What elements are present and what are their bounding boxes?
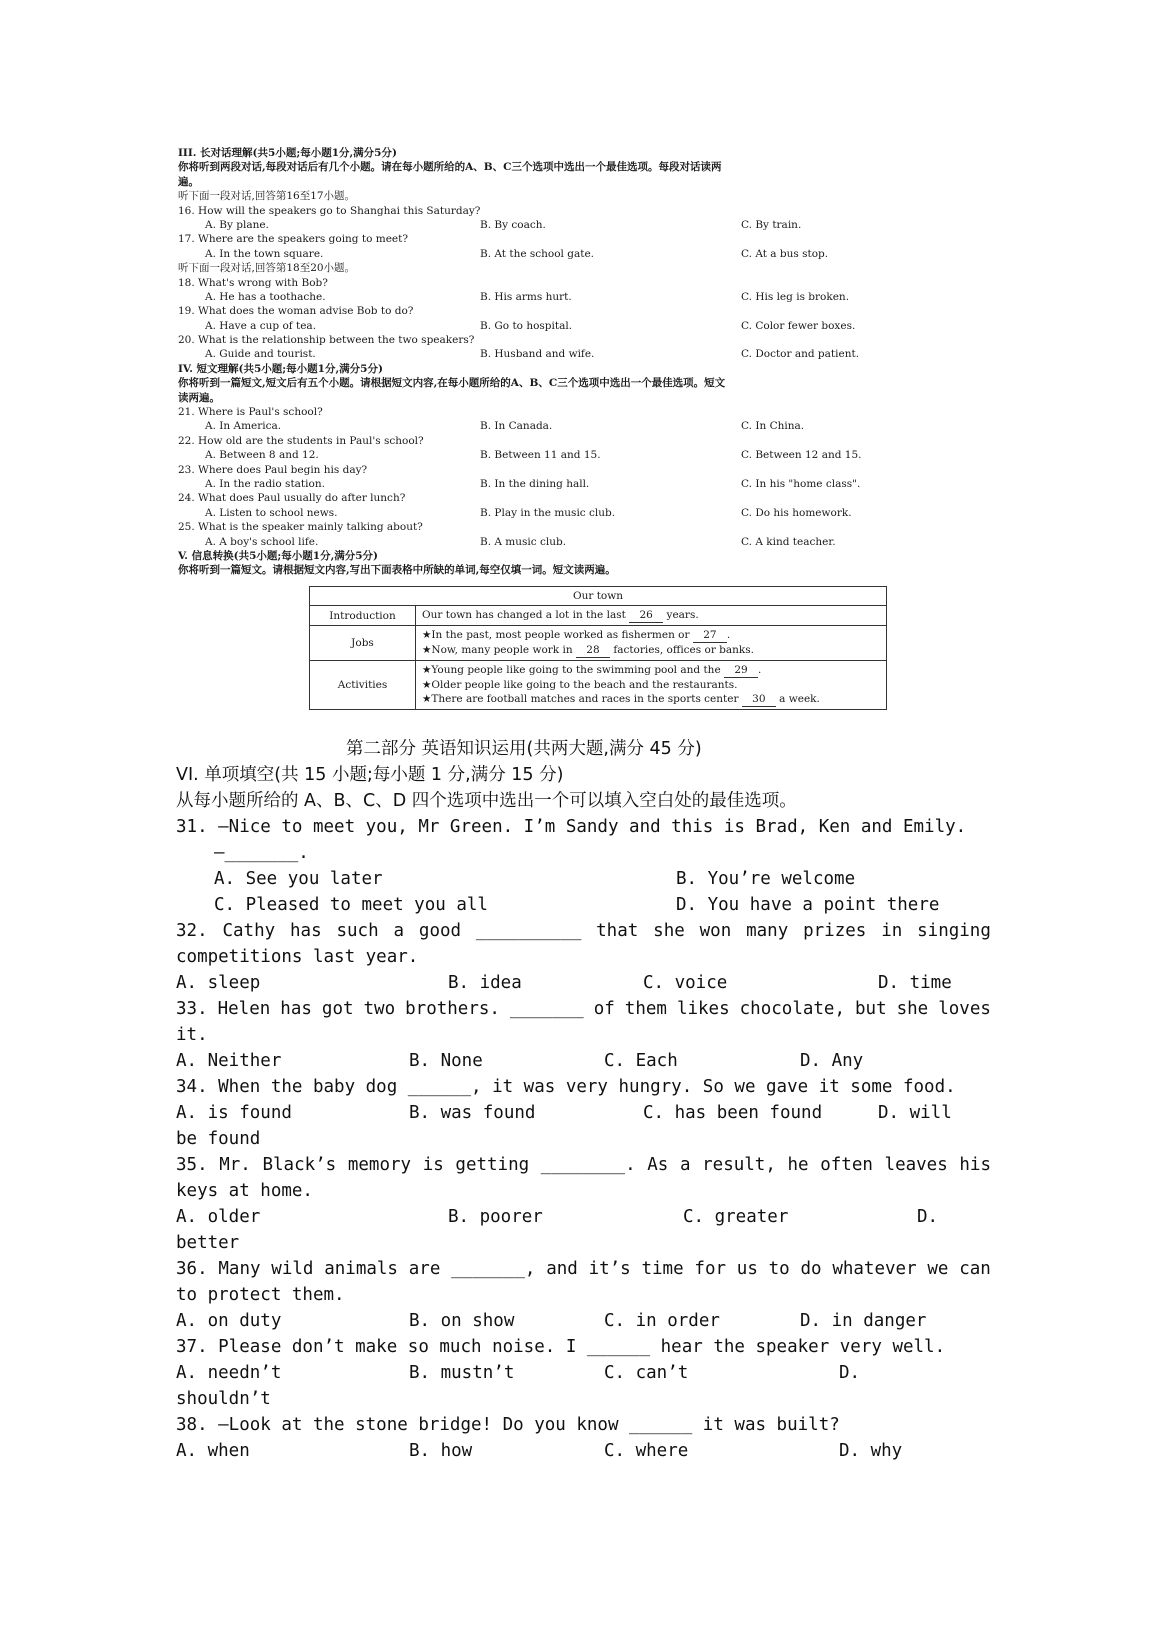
option-a: A. needn’t: [176, 1363, 282, 1383]
option-a: A. By plane.: [205, 218, 269, 231]
section-5-title: V. 信息转换(共5小题;每小题1分,满分5分): [178, 549, 379, 562]
option-d: D. will: [878, 1103, 952, 1123]
table-row-introduction: [310, 606, 887, 626]
options-18: [178, 290, 998, 304]
word: Helen: [217, 999, 271, 1019]
listening-section: [178, 146, 998, 578]
option-a: A. In the radio station.: [205, 477, 325, 490]
word: chocolate,: [739, 999, 845, 1019]
option-b: B. A music club.: [480, 535, 567, 548]
word: his: [959, 1155, 991, 1175]
option-c: C. Color fewer boxes.: [741, 319, 856, 332]
conversation-1-note: 听下面一段对话,回答第16至17小题。: [178, 190, 356, 203]
option-b: B. idea: [448, 973, 522, 993]
word: getting: [455, 1155, 530, 1175]
word: of: [593, 999, 615, 1019]
word: it’s: [588, 1259, 631, 1279]
option-a: A. when: [176, 1441, 250, 1461]
word: for: [694, 1259, 727, 1279]
question-18: 18. What's wrong with Bob?: [178, 276, 328, 289]
option-c: C. Between 12 and 15.: [741, 449, 862, 462]
options-24: [178, 506, 998, 520]
options-19: [178, 319, 998, 333]
conversation-2-note: 听下面一段对话,回答第18至20小题。: [178, 262, 356, 275]
word: we: [927, 1259, 949, 1279]
option-d: D. You have a point there: [676, 895, 940, 915]
option-d: D. time: [878, 973, 952, 993]
word: leaves: [884, 1155, 948, 1175]
word: memory: [347, 1155, 412, 1175]
word: 33.: [176, 999, 208, 1019]
option-a: A. A boy's school life.: [205, 535, 319, 548]
cell-text: factories, offices or banks.: [613, 644, 755, 656]
blank: ________.: [540, 1155, 636, 1175]
option-c: C. in order: [604, 1311, 720, 1331]
word: such: [336, 921, 379, 941]
word: wild: [271, 1259, 314, 1279]
question-36-cont: to protect them.: [176, 1285, 345, 1305]
option-b: B. was found: [409, 1103, 536, 1123]
option-d: D. why: [839, 1441, 903, 1461]
options-22: [178, 448, 998, 462]
question-36: [176, 1256, 991, 1282]
section-3-instruction-cont: 遍。: [178, 175, 199, 188]
section-3-title: III. 长对话理解(共5小题;每小题1分,满分5分): [178, 147, 397, 159]
option-b: B. Husband and wife.: [480, 348, 595, 361]
option-d-cont: shouldn’t: [176, 1389, 271, 1409]
option-c: C. By train.: [741, 218, 802, 231]
question-22: 22. How old are the students in Paul's school?: [178, 434, 424, 447]
table-title-text: Our town: [572, 590, 624, 602]
cell-text: .: [726, 629, 731, 641]
question-21: 21. Where is Paul's school?: [178, 406, 323, 419]
option-a: A. In the town square.: [205, 247, 324, 260]
blank-29: 29: [724, 663, 758, 678]
options-25: [178, 535, 998, 549]
option-b: B. Go to hospital.: [480, 319, 573, 332]
question-31-reply: —_______.: [214, 843, 309, 863]
option-d-cont: better: [176, 1233, 240, 1253]
options-16: [178, 218, 998, 232]
option-b: B. on show: [409, 1311, 515, 1331]
question-35-cont: keys at home.: [176, 1181, 313, 1201]
cell-text: ★There are football matches and races in the sports center: [422, 693, 739, 705]
word: a: [393, 921, 405, 941]
option-d-cont: be found: [176, 1129, 261, 1149]
word: got: [321, 999, 354, 1019]
option-b: B. In the dining hall.: [480, 477, 590, 490]
question-33: [176, 996, 991, 1022]
row-label: Introduction: [310, 606, 416, 626]
cell-text: years.: [666, 609, 699, 621]
cell-text: ★In the past, most people worked as fishermen or: [422, 629, 690, 641]
word: animals: [324, 1259, 398, 1279]
word: Black’s: [262, 1155, 337, 1175]
options-17: [178, 247, 998, 261]
blank: _______: [509, 999, 584, 1019]
word: has: [290, 921, 322, 941]
section-4-instruction-cont: 读两遍。: [178, 391, 220, 404]
option-a: A. He has a toothache.: [205, 290, 326, 303]
table-row-activities: [310, 661, 887, 710]
option-a: A. on duty: [176, 1311, 282, 1331]
question-35: [176, 1152, 991, 1178]
option-c: C. Pleased to meet you all: [214, 895, 488, 915]
option-a: A. Listen to school news.: [205, 506, 338, 519]
question-33-cont: it.: [176, 1025, 208, 1045]
word: time: [641, 1259, 684, 1279]
row-label: Activities: [310, 661, 416, 710]
option-a: A. In America.: [205, 420, 282, 433]
row-content: [416, 606, 887, 626]
option-d: D. in danger: [800, 1311, 927, 1331]
word: us: [736, 1259, 758, 1279]
row-content: [416, 661, 887, 710]
word: to: [768, 1259, 790, 1279]
question-34: 34. When the baby dog ______, it was very hungry. So we gave it some food.: [176, 1077, 956, 1097]
option-b: B. poorer: [448, 1207, 543, 1227]
question-23: 23. Where does Paul begin his day?: [178, 463, 368, 476]
option-a: A. Between 8 and 12.: [205, 449, 319, 462]
word: a: [679, 1155, 691, 1175]
cell-text: a week.: [779, 693, 820, 705]
word: is: [422, 1155, 444, 1175]
word: singing: [917, 921, 991, 941]
table-title: [310, 587, 887, 606]
option-b: B. Play in the music club.: [480, 506, 616, 519]
cell-text: .: [758, 664, 762, 676]
option-c: C. His leg is broken.: [741, 290, 850, 303]
word: likes: [676, 999, 730, 1019]
question-37: 37. Please don’t make so much noise. I ______ hear the speaker very well.: [176, 1337, 946, 1357]
option-b: B. You’re welcome: [676, 869, 856, 889]
word: that: [596, 921, 639, 941]
blank-30: 30: [742, 692, 776, 707]
word: she: [896, 999, 929, 1019]
part-two-heading: 第二部分 英语知识运用(共两大题,满分 45 分): [346, 739, 702, 759]
option-d: D.: [917, 1207, 939, 1227]
option-c: C. can’t: [604, 1363, 689, 1383]
word: prizes: [803, 921, 867, 941]
question-32: [176, 918, 991, 944]
word: 36.: [176, 1259, 208, 1279]
info-table: [309, 586, 887, 710]
word: Cathy: [222, 921, 276, 941]
option-d: D.: [839, 1363, 861, 1383]
word: result,: [702, 1155, 776, 1175]
question-24: 24. What does Paul usually do after lunch?: [178, 492, 406, 505]
word: are: [408, 1259, 441, 1279]
option-c: C. At a bus stop.: [741, 247, 829, 260]
option-b: B. By coach.: [480, 218, 546, 231]
section-4-title: IV. 短文理解(共5小题;每小题1分,满分5分): [178, 362, 383, 375]
option-c: C. In his "home class".: [741, 477, 861, 490]
option-c: C. greater: [683, 1207, 789, 1227]
section-5-instruction: 你将听到一篇短文。请根据短文内容,写出下面表格中所缺的单词,每空仅填一词。短文读两遍。: [178, 564, 616, 577]
word: two: [363, 999, 396, 1019]
word: whatever: [832, 1259, 917, 1279]
option-b: B. His arms hurt.: [480, 290, 572, 303]
options-20: [178, 347, 998, 361]
word: can: [959, 1259, 991, 1279]
word: but: [855, 999, 887, 1019]
options-21: [178, 419, 998, 433]
word: often: [820, 1155, 873, 1175]
option-a: A. Have a cup of tea.: [205, 319, 317, 332]
question-25: 25. What is the speaker mainly talking about?: [178, 521, 423, 534]
option-a: A. sleep: [176, 973, 261, 993]
question-17: 17. Where are the speakers going to meet?: [178, 233, 408, 246]
option-c: C. A kind teacher.: [741, 535, 836, 548]
option-b: B. None: [409, 1051, 483, 1071]
word: good: [418, 921, 462, 941]
word: she: [653, 921, 685, 941]
cell-text: Our town has changed a lot in the last: [422, 609, 626, 621]
option-c: C. has been found: [643, 1103, 823, 1123]
option-a: A. Guide and tourist.: [205, 348, 316, 361]
blank-27: 27: [693, 628, 727, 643]
options-23: [178, 477, 998, 491]
question-16: 16. How will the speakers go to Shanghai this Saturday?: [178, 204, 481, 217]
question-32-cont: competitions last year.: [176, 947, 419, 967]
section-6-title: VI. 单项填空(共 15 小题;每小题 1 分,满分 15 分): [176, 765, 564, 785]
option-a: A. is found: [176, 1103, 292, 1123]
option-d: D. Any: [800, 1051, 864, 1071]
table-row-jobs: [310, 626, 887, 661]
option-b: B. how: [409, 1441, 473, 1461]
question-31: 31. —Nice to meet you, Mr Green. I’m Sandy and this is Brad, Ken and Emily.: [176, 817, 967, 837]
blank: __________: [475, 921, 582, 941]
word: loves: [938, 999, 991, 1019]
option-a: A. Neither: [176, 1051, 282, 1071]
word: 32.: [176, 921, 208, 941]
option-a: A. older: [176, 1207, 261, 1227]
word: he: [787, 1155, 809, 1175]
section-3-instruction: 你将听到两段对话,每段对话后有几个小题。请在每小题所给的A、B、C三个选项中选出一个最佳选项。每段对话读两: [178, 161, 722, 174]
row-label: Jobs: [310, 626, 416, 661]
word: and: [546, 1259, 578, 1279]
option-c: C. Doctor and patient.: [741, 348, 860, 361]
word: has: [280, 999, 312, 1019]
word: Many: [218, 1259, 261, 1279]
option-c: C. In China.: [741, 420, 805, 433]
option-a: A. See you later: [214, 869, 383, 889]
word: As: [647, 1155, 669, 1175]
word: in: [881, 921, 903, 941]
cell-text: ★Older people like going to the beach and the restaurants.: [422, 679, 738, 691]
option-c: C. where: [604, 1441, 689, 1461]
option-c: C. Do his homework.: [741, 506, 852, 519]
section-6-instruction: 从每小题所给的 A、B、C、D 四个选项中选出一个可以填入空白处的最佳选项。: [176, 791, 797, 811]
cell-text: ★Young people like going to the swimming pool and the: [422, 664, 721, 676]
option-b: B. mustn’t: [409, 1363, 515, 1383]
option-c: C. Each: [604, 1051, 678, 1071]
word: 35.: [176, 1155, 208, 1175]
question-19: 19. What does the woman advise Bob to do?: [178, 305, 414, 318]
option-b: B. In Canada.: [480, 420, 553, 433]
blank-28: 28: [576, 643, 610, 658]
word: them: [624, 999, 667, 1019]
question-20: 20. What is the relationship between the two speakers?: [178, 334, 475, 347]
word: many: [746, 921, 789, 941]
option-c: C. voice: [643, 973, 728, 993]
word: do: [800, 1259, 822, 1279]
section-4-instruction: 你将听到一篇短文,短文后有五个小题。请根据短文内容,在每小题所给的A、B、C三个选项中选出一个最佳选项。短文: [178, 377, 726, 390]
option-b: B. Between 11 and 15.: [480, 449, 601, 462]
blank: _______,: [451, 1259, 536, 1279]
blank-26: 26: [629, 608, 663, 623]
word: brothers.: [405, 999, 500, 1019]
word: won: [699, 921, 732, 941]
question-38: 38. —Look at the stone bridge! Do you know ______ it was built?: [176, 1415, 840, 1435]
option-b: B. At the school gate.: [480, 247, 595, 260]
cell-text: ★Now, many people work in: [422, 644, 573, 656]
word: Mr.: [219, 1155, 251, 1175]
row-content: [416, 626, 887, 661]
